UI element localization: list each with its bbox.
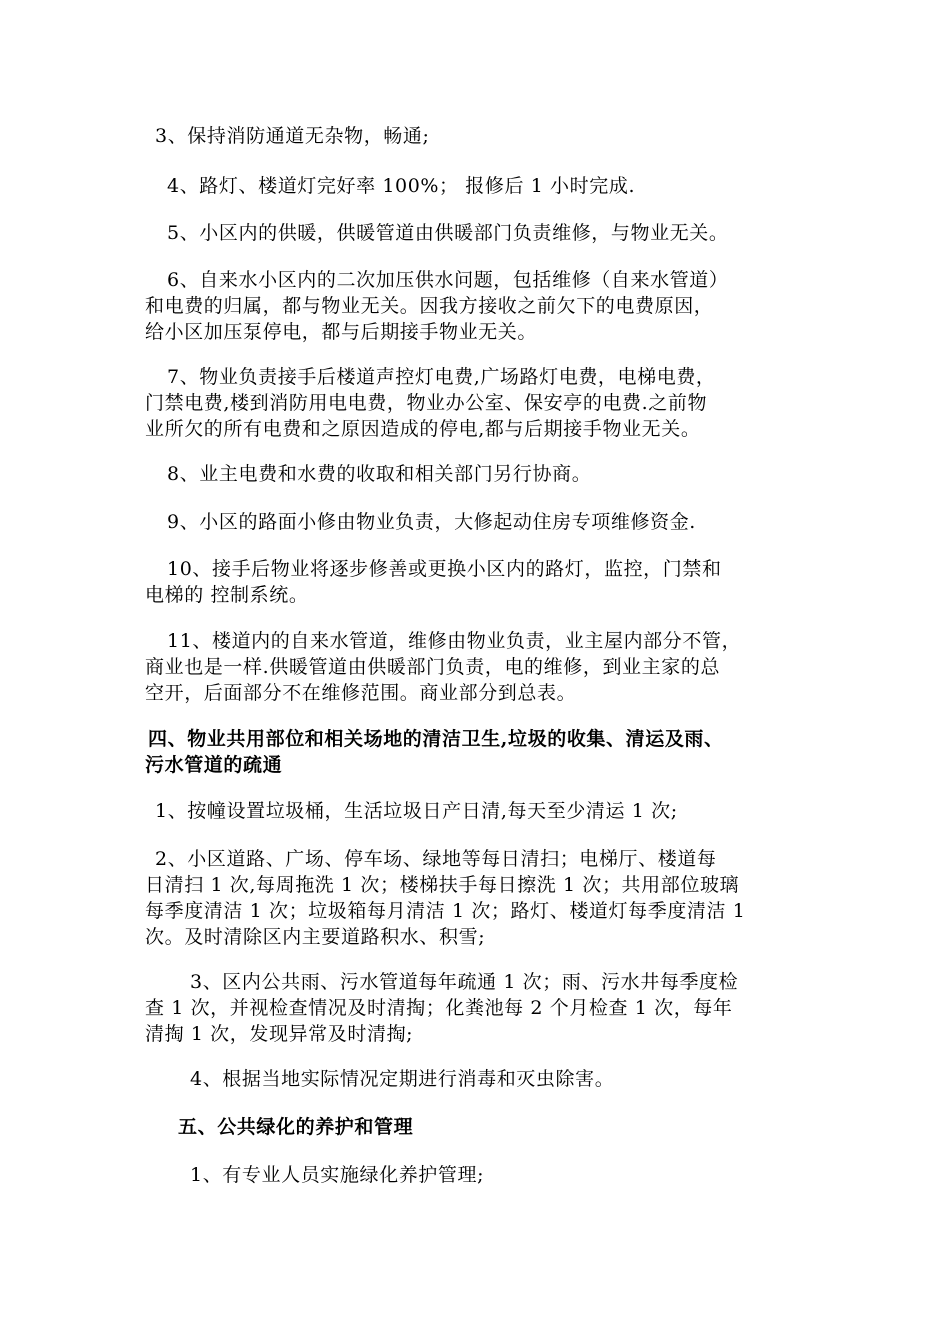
item-4-street-lights: 4、路灯、楼道灯完好率 100%； 报修后 1 小时完成. bbox=[167, 175, 636, 197]
s4-item-3-drainage-line-1: 3、区内公共雨、污水管道每年疏通 1 次；雨、污水井每季度检 bbox=[190, 971, 739, 993]
s4-item-2-cleaning-line-3: 每季度清洁 1 次；垃圾箱每月清洁 1 次；路灯、楼道灯每季度清洁 1 bbox=[145, 900, 746, 922]
item-8-fees: 8、业主电费和水费的收取和相关部门另行协商。 bbox=[167, 463, 592, 485]
item-3-fire-passage: 3、保持消防通道无杂物，畅通; bbox=[155, 125, 430, 147]
item-9-road-repair: 9、小区的路面小修由物业负责，大修起动住房专项维修资金. bbox=[167, 511, 696, 533]
item-6-water-line-1: 6、自来水小区内的二次加压供水问题，包括维修（自来水管道） bbox=[167, 269, 729, 291]
s4-item-2-cleaning-line-2: 日清扫 1 次,每周拖洗 1 次；楼梯扶手每日擦洗 1 次；共用部位玻璃 bbox=[145, 874, 740, 896]
s4-item-2-cleaning-line-1: 2、小区道路、广场、停车场、绿地等每日清扫；电梯厅、楼道每 bbox=[155, 848, 717, 870]
section-4-heading-line-2: 污水管道的疏通 bbox=[145, 754, 283, 776]
s4-item-4-disinfection: 4、根据当地实际情况定期进行消毒和灭虫除害。 bbox=[190, 1068, 615, 1090]
s5-item-1-greening: 1、有专业人员实施绿化养护管理; bbox=[190, 1164, 485, 1186]
item-11-pipes-line-3: 空开，后面部分不在维修范围。商业部分到总表。 bbox=[145, 682, 577, 704]
item-5-heating: 5、小区内的供暖，供暖管道由供暖部门负责维修，与物业无关。 bbox=[167, 222, 729, 244]
section-5-heading: 五、公共绿化的养护和管理 bbox=[178, 1116, 414, 1138]
s4-item-3-drainage-line-2: 查 1 次，并视检查情况及时清掏；化粪池每 2 个月检查 1 次，每年 bbox=[145, 997, 733, 1019]
item-10-upgrade-line-1: 10、接手后物业将逐步修善或更换小区内的路灯，监控，门禁和 bbox=[167, 558, 722, 580]
item-7-electricity-line-3: 业所欠的所有电费和之原因造成的停电,都与后期接手物业无关。 bbox=[145, 418, 701, 440]
s4-item-3-drainage-line-3: 清掏 1 次，发现异常及时清掏; bbox=[145, 1023, 414, 1045]
item-7-electricity-line-2: 门禁电费,楼到消防用电电费，物业办公室、保安亭的电费.之前物 bbox=[145, 392, 708, 414]
item-11-pipes-line-2: 商业也是一样.供暖管道由供暖部门负责，电的维修，到业主家的总 bbox=[145, 656, 721, 678]
item-11-pipes-line-1: 11、楼道内的自来水管道，维修由物业负责，业主屋内部分不管， bbox=[167, 630, 742, 652]
item-6-water-line-2: 和电费的归属，都与物业无关。因我方接收之前欠下的电费原因， bbox=[145, 295, 714, 317]
s4-item-1-trash-bins: 1、按幢设置垃圾桶，生活垃圾日产日清,每天至少清运 1 次; bbox=[155, 800, 678, 822]
s4-item-2-cleaning-line-4: 次。及时清除区内主要道路积水、积雪; bbox=[145, 926, 486, 948]
section-4-heading-line-1: 四、物业共用部位和相关场地的清洁卫生,垃圾的收集、清运及雨、 bbox=[148, 728, 724, 750]
item-10-upgrade-line-2: 电梯的 控制系统。 bbox=[145, 584, 309, 606]
item-7-electricity-line-1: 7、物业负责接手后楼道声控灯电费,广场路灯电费，电梯电费， bbox=[167, 366, 716, 388]
item-6-water-line-3: 给小区加压泵停电，都与后期接手物业无关。 bbox=[145, 321, 538, 343]
